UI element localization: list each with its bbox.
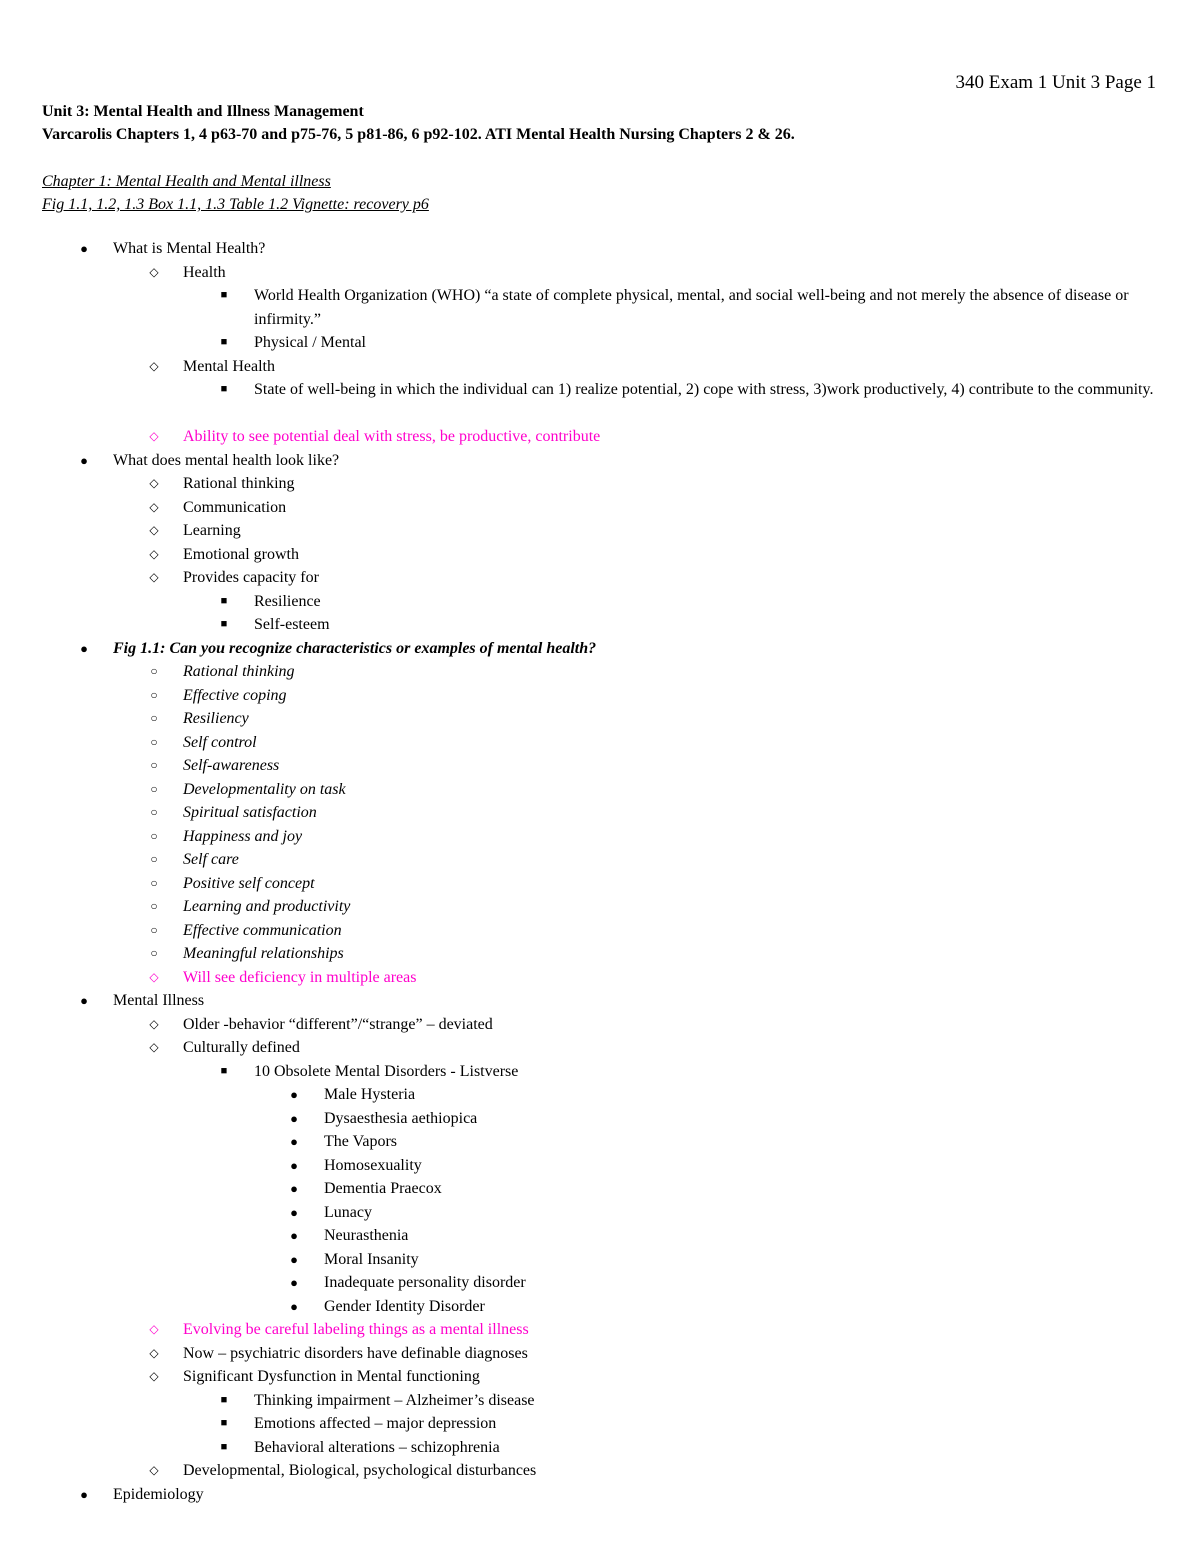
list-item-text: Male Hysteria bbox=[324, 1086, 416, 1103]
list-item-text: The Vapors bbox=[324, 1133, 398, 1150]
list-item bbox=[0, 707, 1200, 731]
list-item bbox=[0, 825, 1200, 849]
circle-bullet-icon: ○ bbox=[150, 946, 158, 960]
list-item-text: Developmentality on task bbox=[183, 780, 346, 798]
disc-bullet-icon: ● bbox=[290, 1110, 298, 1126]
disc-bullet-icon: ● bbox=[290, 1087, 298, 1102]
list-item bbox=[0, 566, 1200, 590]
list-item bbox=[0, 1365, 1200, 1389]
list-item-text: Now – psychiatric disorders have definable diagnoses bbox=[183, 1344, 528, 1362]
disc-bullet-icon: ● bbox=[80, 993, 88, 1008]
list-item bbox=[0, 895, 1200, 919]
list-item bbox=[0, 1083, 1200, 1107]
list-item bbox=[0, 1271, 1200, 1295]
list-item-text: Older -behavior “different”/“strange” – deviated bbox=[183, 1015, 493, 1033]
list-item bbox=[0, 966, 1200, 990]
list-item-text: Self care bbox=[183, 851, 239, 868]
list-item-text: Neurasthenia bbox=[324, 1227, 409, 1244]
diamond-bullet-icon: ◇ bbox=[149, 546, 159, 561]
list-item-text: Lunacy bbox=[324, 1203, 372, 1221]
disc-bullet-icon: ● bbox=[290, 1275, 298, 1290]
chapter-refs: Fig 1.1, 1.2, 1.3 Box 1.1, 1.3 Table 1.2 Vignette: recovery p6 bbox=[42, 196, 429, 213]
diamond-bullet-icon: ◇ bbox=[149, 969, 159, 984]
square-bullet-icon: ■ bbox=[220, 1440, 228, 1453]
diamond-bullet-icon: ◇ bbox=[149, 429, 159, 443]
list-item-text: Resiliency bbox=[183, 710, 249, 727]
list-item bbox=[0, 1036, 1200, 1060]
list-item bbox=[0, 848, 1200, 872]
list-item-text: Emotions affected – major depression bbox=[254, 1415, 497, 1432]
list-item bbox=[0, 1295, 1200, 1319]
list-item bbox=[0, 613, 1200, 637]
list-item-text: Learning and productivity bbox=[183, 898, 351, 915]
list-item bbox=[0, 1224, 1200, 1248]
diamond-bullet-icon: ◇ bbox=[149, 1463, 159, 1477]
circle-bullet-icon: ○ bbox=[150, 687, 158, 702]
title-block bbox=[42, 100, 795, 146]
disc-bullet-icon: ● bbox=[80, 452, 88, 468]
list-item bbox=[0, 989, 1200, 1013]
disc-bullet-icon: ● bbox=[290, 1251, 298, 1267]
disc-bullet-icon: ● bbox=[290, 1181, 298, 1196]
disc-bullet-icon: ● bbox=[290, 1298, 298, 1314]
list-item-text: Culturally defined bbox=[183, 1039, 300, 1056]
circle-bullet-icon: ○ bbox=[150, 781, 158, 796]
list-item-text: Effective coping bbox=[183, 686, 287, 704]
list-item bbox=[0, 284, 1200, 331]
list-item-text: Rational thinking bbox=[183, 475, 295, 492]
list-item-text: Communication bbox=[183, 498, 287, 516]
list-item bbox=[0, 801, 1200, 825]
list-item bbox=[0, 331, 1200, 355]
diamond-bullet-icon: ◇ bbox=[149, 499, 159, 514]
list-item bbox=[0, 1154, 1200, 1178]
list-item-text: Meaningful relationships bbox=[183, 945, 344, 962]
list-item-text: Self-awareness bbox=[183, 757, 280, 774]
list-item bbox=[0, 449, 1200, 473]
list-item bbox=[0, 778, 1200, 802]
list-item-text: Positive self concept bbox=[183, 874, 315, 892]
chapter-heading: Chapter 1: Mental Health and Mental illness bbox=[42, 173, 331, 190]
list-item bbox=[0, 425, 1200, 449]
square-bullet-icon: ■ bbox=[220, 1393, 228, 1406]
page-header: 340 Exam 1 Unit 3 Page 1 bbox=[955, 72, 1156, 93]
list-item bbox=[0, 1013, 1200, 1037]
list-item bbox=[0, 1342, 1200, 1366]
list-item bbox=[0, 378, 1200, 425]
circle-bullet-icon: ○ bbox=[150, 758, 158, 772]
list-item bbox=[0, 1389, 1200, 1413]
list-item bbox=[0, 684, 1200, 708]
list-item bbox=[0, 1107, 1200, 1131]
diamond-bullet-icon: ◇ bbox=[149, 358, 159, 373]
list-item-text: Evolving be careful labeling things as a mental illness bbox=[183, 1321, 529, 1338]
chapter-block bbox=[42, 170, 429, 216]
list-item-text: Effective communication bbox=[183, 921, 342, 939]
list-item bbox=[0, 261, 1200, 285]
diamond-bullet-icon: ◇ bbox=[149, 1040, 159, 1054]
circle-bullet-icon: ○ bbox=[150, 922, 158, 937]
list-item-text: Emotional growth bbox=[183, 545, 299, 563]
circle-bullet-icon: ○ bbox=[150, 852, 158, 866]
diamond-bullet-icon: ◇ bbox=[149, 523, 159, 537]
square-bullet-icon: ■ bbox=[220, 618, 228, 630]
list-item bbox=[0, 1436, 1200, 1460]
list-item bbox=[0, 1060, 1200, 1084]
list-item bbox=[0, 942, 1200, 966]
list-item-text: Significant Dysfunction in Mental functioning bbox=[183, 1368, 480, 1385]
list-item-text: Dementia Praecox bbox=[324, 1180, 442, 1197]
circle-bullet-icon: ○ bbox=[150, 805, 158, 819]
list-item bbox=[0, 1318, 1200, 1342]
list-item-text: Gender Identity Disorder bbox=[324, 1297, 485, 1315]
list-item bbox=[0, 754, 1200, 778]
outline-list bbox=[0, 237, 1200, 1506]
diamond-bullet-icon: ◇ bbox=[149, 1369, 159, 1383]
list-item-text: Mental Health bbox=[183, 357, 275, 375]
list-item-text: Mental Illness bbox=[113, 992, 205, 1009]
list-item-text: Self-esteem bbox=[254, 616, 330, 633]
list-item bbox=[0, 1459, 1200, 1483]
list-item-text: Will see deficiency in multiple areas bbox=[183, 968, 417, 986]
list-item bbox=[0, 496, 1200, 520]
list-item bbox=[0, 660, 1200, 684]
disc-bullet-icon: ● bbox=[80, 1486, 88, 1502]
circle-bullet-icon: ○ bbox=[150, 899, 158, 913]
circle-bullet-icon: ○ bbox=[150, 828, 158, 843]
square-bullet-icon: ■ bbox=[220, 383, 228, 395]
list-item-text: Resilience bbox=[254, 592, 321, 610]
list-item-text: Self control bbox=[183, 733, 257, 751]
list-item-text: Health bbox=[183, 263, 226, 281]
list-item-text: What does mental health look like? bbox=[113, 451, 340, 469]
list-item bbox=[0, 1130, 1200, 1154]
list-item-text: Spiritual satisfaction bbox=[183, 804, 317, 821]
square-bullet-icon: ■ bbox=[220, 289, 228, 301]
list-item bbox=[0, 731, 1200, 755]
list-item-text: Ability to see potential deal with stress, be productive, contribute bbox=[183, 428, 601, 445]
list-item-text: Fig 1.1: Can you recognize characteristics or examples of mental health? bbox=[113, 639, 597, 657]
list-item-text: Thinking impairment – Alzheimer’s disease bbox=[254, 1391, 535, 1409]
disc-bullet-icon: ● bbox=[290, 1157, 298, 1173]
diamond-bullet-icon: ◇ bbox=[149, 1322, 159, 1336]
list-item-text: Physical / Mental bbox=[254, 334, 366, 351]
diamond-bullet-icon: ◇ bbox=[149, 1345, 159, 1360]
diamond-bullet-icon: ◇ bbox=[149, 264, 159, 279]
disc-bullet-icon: ● bbox=[290, 1204, 298, 1220]
list-item bbox=[0, 637, 1200, 661]
list-item-text: Provides capacity for bbox=[183, 569, 319, 586]
disc-bullet-icon: ● bbox=[80, 640, 88, 656]
list-item bbox=[0, 1201, 1200, 1225]
list-item bbox=[0, 919, 1200, 943]
list-item bbox=[0, 1248, 1200, 1272]
list-item bbox=[0, 1177, 1200, 1201]
unit-title: Unit 3: Mental Health and Illness Management bbox=[42, 103, 364, 120]
list-item bbox=[0, 543, 1200, 567]
circle-bullet-icon: ○ bbox=[150, 711, 158, 725]
list-item-text: World Health Organization (WHO) “a state of complete physical, mental, and social well-being and not merely the absence of disease or infirmity.” bbox=[254, 287, 1129, 328]
list-item-text: Developmental, Biological, psychological disturbances bbox=[183, 1462, 537, 1479]
diamond-bullet-icon: ◇ bbox=[149, 476, 159, 490]
disc-bullet-icon: ● bbox=[80, 241, 88, 256]
square-bullet-icon: ■ bbox=[220, 1417, 228, 1429]
diamond-bullet-icon: ◇ bbox=[149, 570, 159, 584]
list-item bbox=[0, 1412, 1200, 1436]
list-item-text: Epidemiology bbox=[113, 1485, 204, 1503]
list-item-text: Rational thinking bbox=[183, 663, 295, 680]
list-item-text: State of well-being in which the individual can 1) realize potential, 2) cope with stress, 3)work productively, 4) contribute to the community. bbox=[254, 381, 1154, 398]
list-item-text: Moral Insanity bbox=[324, 1250, 419, 1268]
list-item-text: Dysaesthesia aethiopica bbox=[324, 1109, 478, 1127]
list-item bbox=[0, 237, 1200, 261]
disc-bullet-icon: ● bbox=[290, 1134, 298, 1149]
diamond-bullet-icon: ◇ bbox=[149, 1016, 159, 1031]
list-item-text: Homosexuality bbox=[324, 1156, 422, 1174]
disc-bullet-icon: ● bbox=[290, 1228, 298, 1243]
list-item-text: Happiness and joy bbox=[183, 827, 303, 845]
list-item-text: Learning bbox=[183, 522, 241, 539]
circle-bullet-icon: ○ bbox=[150, 734, 158, 749]
list-item bbox=[0, 519, 1200, 543]
circle-bullet-icon: ○ bbox=[150, 875, 158, 890]
list-item bbox=[0, 1483, 1200, 1507]
square-bullet-icon: ■ bbox=[220, 336, 228, 348]
reading-assignment: Varcarolis Chapters 1, 4 p63-70 and p75-76, 5 p81-86, 6 p92-102. ATI Mental Health Nursing Chapters 2 & 26. bbox=[42, 126, 795, 143]
list-item bbox=[0, 590, 1200, 614]
list-item bbox=[0, 872, 1200, 896]
list-item bbox=[0, 472, 1200, 496]
list-item bbox=[0, 355, 1200, 379]
list-item-text: What is Mental Health? bbox=[113, 240, 266, 257]
circle-bullet-icon: ○ bbox=[150, 664, 158, 678]
square-bullet-icon: ■ bbox=[220, 1064, 228, 1077]
list-item-text: Behavioral alterations – schizophrenia bbox=[254, 1438, 500, 1456]
list-item-text: Inadequate personality disorder bbox=[324, 1274, 526, 1291]
square-bullet-icon: ■ bbox=[220, 594, 228, 607]
list-item-text: 10 Obsolete Mental Disorders - Listverse bbox=[254, 1062, 519, 1080]
